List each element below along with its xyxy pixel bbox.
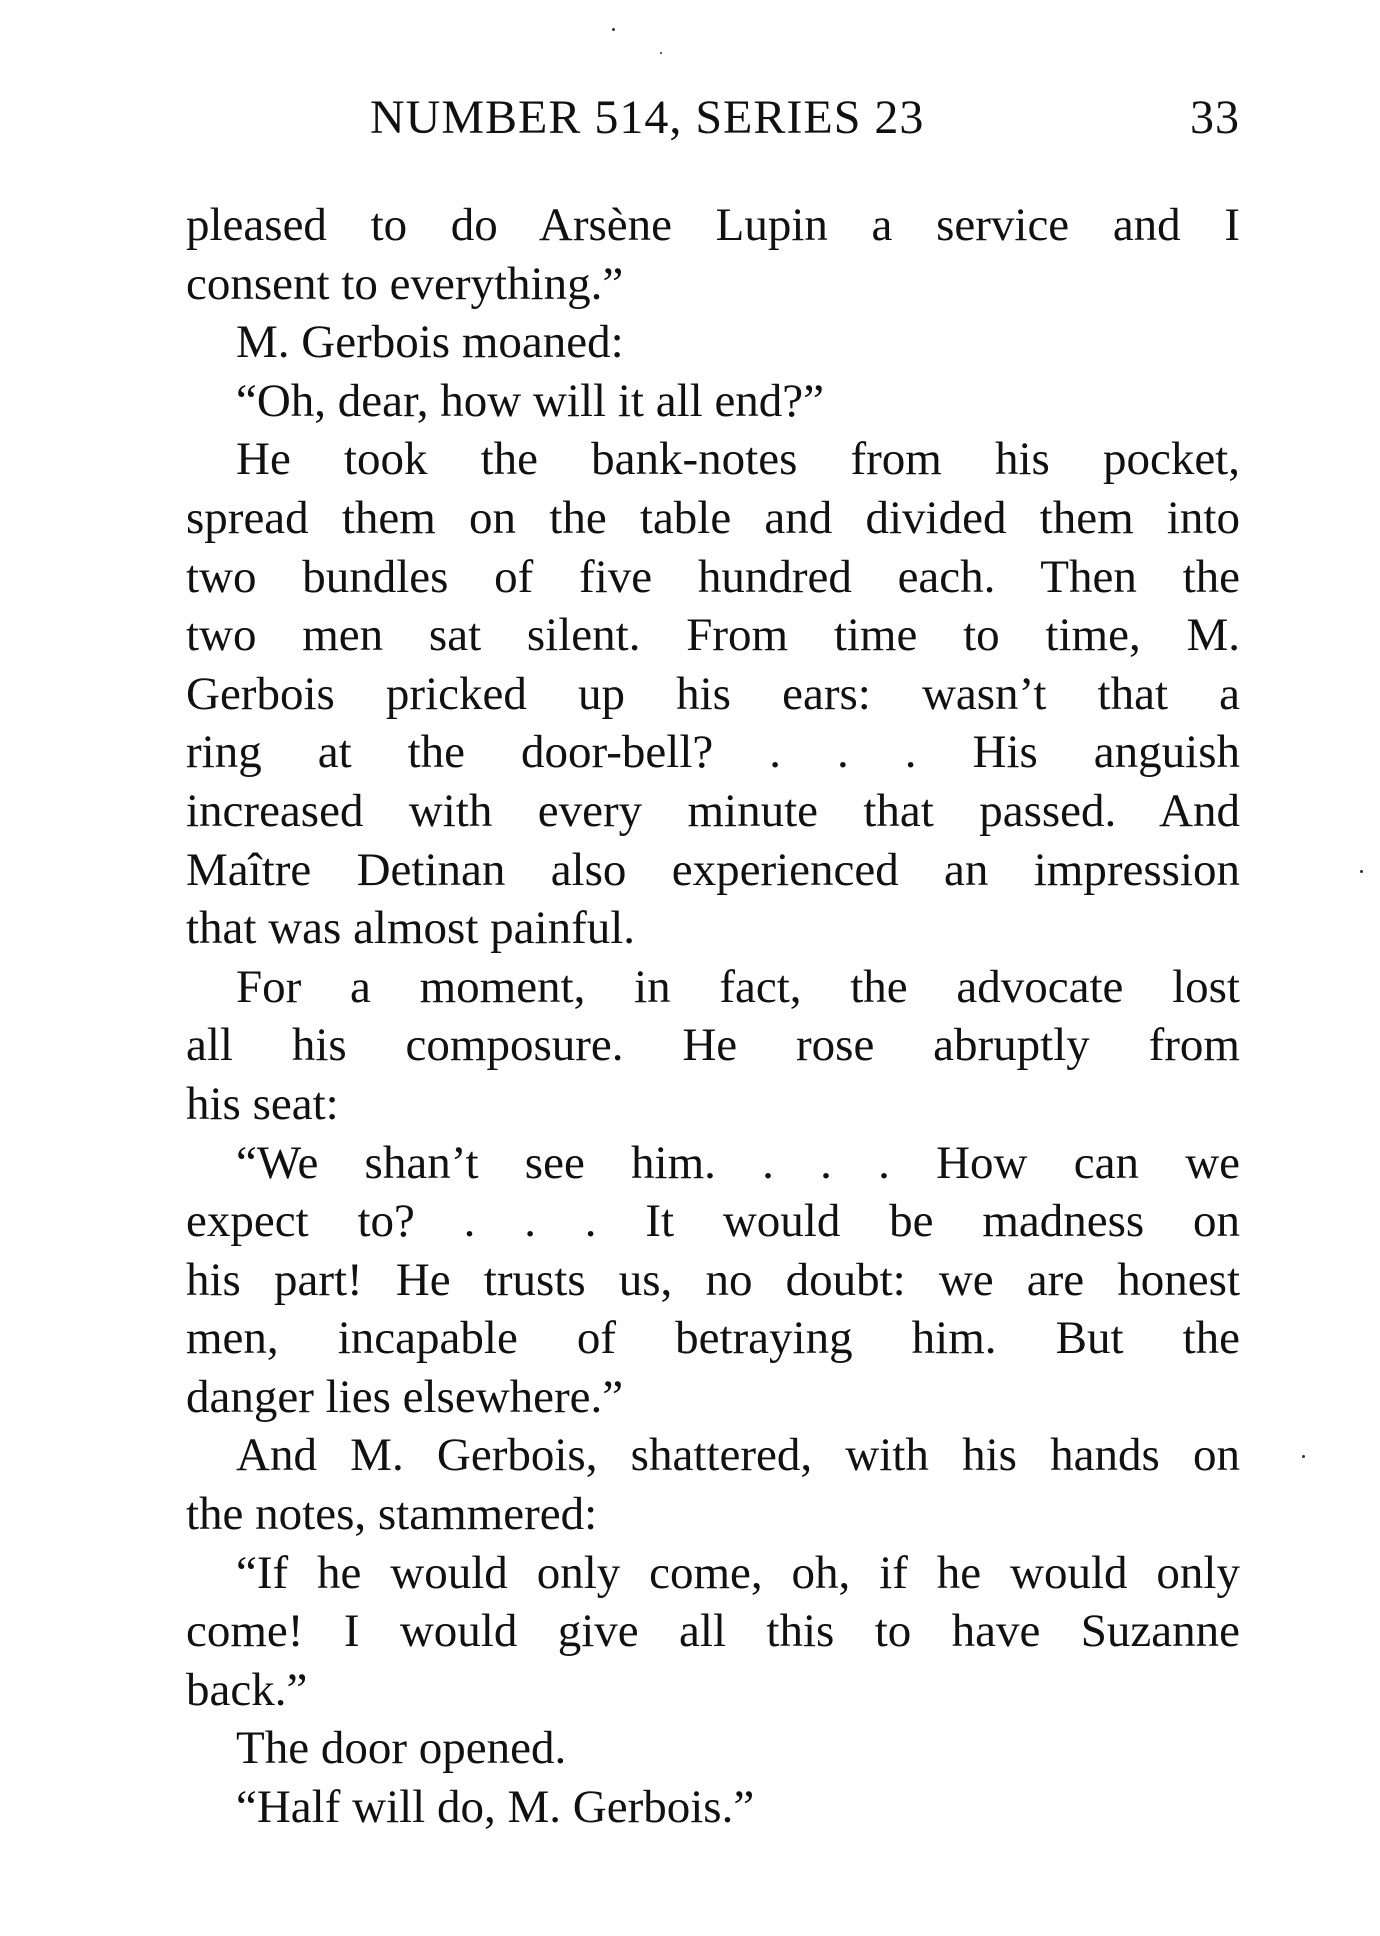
text-line: “If he would only come, oh, if he would only <box>236 1546 1240 1599</box>
text-line: back.” <box>186 1663 308 1716</box>
running-head-title: NUMBER 514, SERIES 23 <box>370 91 925 144</box>
body-text <box>186 196 1240 1837</box>
text-line: consent to everything.” <box>186 257 624 310</box>
text-line: expect to? . . . It would be madness on <box>186 1195 1240 1248</box>
text-line: Gerbois pricked up his ears: wasn’t that a <box>186 667 1240 720</box>
text-line: He took the bank-notes from his pocket, <box>236 433 1240 486</box>
print-speck <box>1360 870 1363 873</box>
text-line: men, incapable of betraying him. But the <box>186 1312 1240 1365</box>
text-line: For a moment, in fact, the advocate lost <box>236 960 1240 1013</box>
text-line: his part! He trusts us, no doubt: we are honest <box>186 1253 1240 1306</box>
text-line: The door opened. <box>236 1722 567 1775</box>
text-line: M. Gerbois moaned: <box>236 316 624 369</box>
print-speck <box>660 52 662 54</box>
text-line: And M. Gerbois, shattered, with his hands on <box>236 1429 1240 1482</box>
text-line: his seat: <box>186 1077 339 1130</box>
text-line: pleased to do Arsène Lupin a service and I <box>186 199 1240 251</box>
text-line: all his composure. He rose abruptly from <box>186 1019 1240 1072</box>
text-line: Maître Detinan also experienced an impression <box>186 843 1240 896</box>
print-speck <box>1302 1455 1305 1458</box>
text-line: that was almost painful. <box>186 902 636 955</box>
text-line: “Oh, dear, how will it all end?” <box>236 374 825 427</box>
text-line: “Half will do, M. Gerbois.” <box>236 1781 755 1834</box>
text-line: “We shan’t see him. . . . How can we <box>236 1136 1240 1189</box>
page-number: 33 <box>1190 91 1240 144</box>
text-line: spread them on the table and divided them into <box>186 491 1240 544</box>
text-line: come! I would give all this to have Suzanne <box>186 1605 1240 1658</box>
text-line: two men sat silent. From time to time, M. <box>186 609 1240 662</box>
running-head <box>370 90 1240 150</box>
print-speck <box>612 28 615 31</box>
text-line: the notes, stammered: <box>186 1488 598 1541</box>
text-line: two bundles of five hundred each. Then the <box>186 550 1240 603</box>
text-line: danger lies elsewhere.” <box>186 1370 624 1423</box>
text-line: increased with every minute that passed. And <box>186 784 1240 837</box>
text-line: ring at the door-bell? . . . His anguish <box>186 726 1240 779</box>
